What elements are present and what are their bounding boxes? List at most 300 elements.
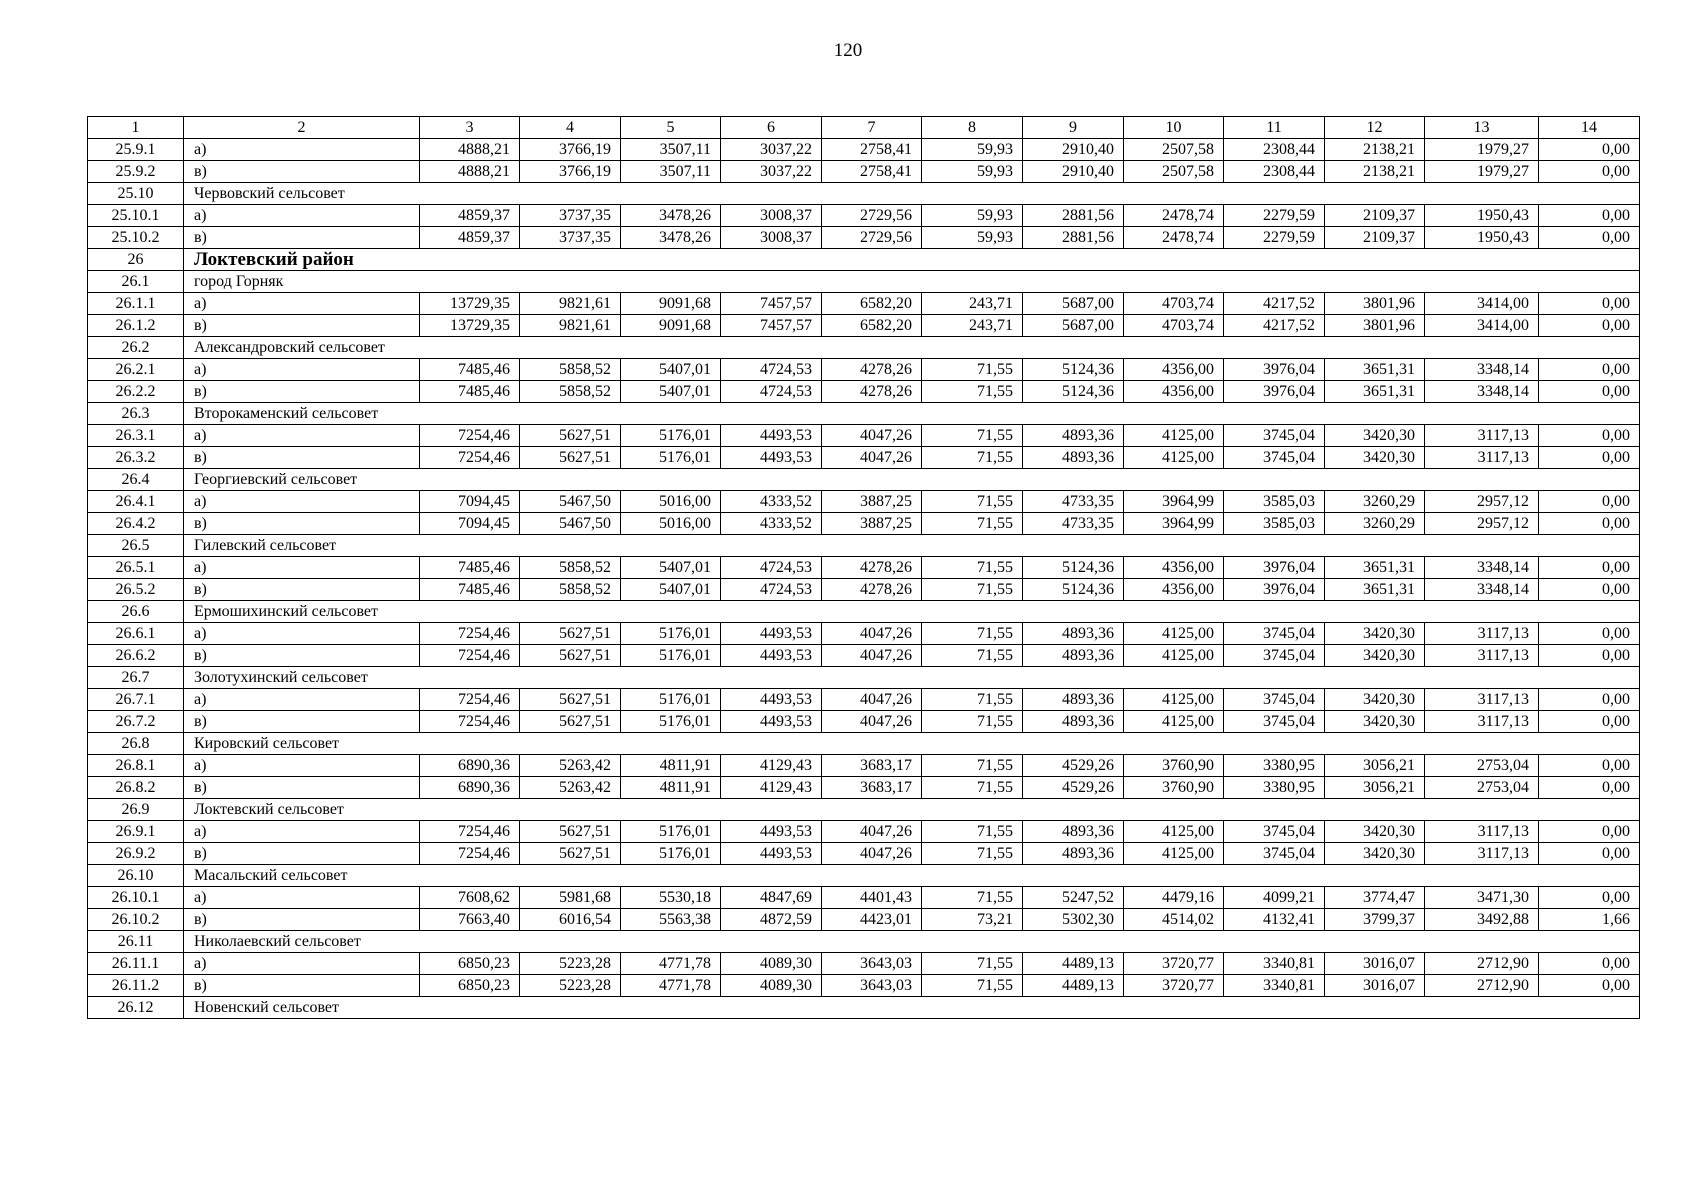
value-cell: 2279,59	[1224, 227, 1325, 249]
value-cell: 3737,35	[520, 205, 621, 227]
column-header: 1	[88, 117, 184, 139]
value-cell: 2308,44	[1224, 139, 1325, 161]
value-cell: 4514,02	[1124, 909, 1224, 931]
value-cell: 4356,00	[1124, 579, 1224, 601]
row-number: 25.10.2	[88, 227, 184, 249]
value-cell: 4278,26	[822, 381, 922, 403]
value-cell: 3720,77	[1124, 953, 1224, 975]
table-row	[88, 975, 1640, 997]
value-cell: 6850,23	[420, 953, 520, 975]
value-cell: 3016,07	[1325, 975, 1425, 997]
value-cell: 0,00	[1539, 205, 1640, 227]
value-cell: 2758,41	[822, 161, 922, 183]
table-row	[88, 689, 1640, 711]
value-cell: 7485,46	[420, 359, 520, 381]
value-cell: 4724,53	[721, 359, 822, 381]
value-cell: 7254,46	[420, 645, 520, 667]
value-cell: 6890,36	[420, 777, 520, 799]
row-label: в)	[184, 227, 420, 249]
row-number: 26.7.2	[88, 711, 184, 733]
value-cell: 3745,04	[1224, 425, 1325, 447]
row-number: 26.6.1	[88, 623, 184, 645]
row-label: а)	[184, 139, 420, 161]
value-cell: 3651,31	[1325, 557, 1425, 579]
value-cell: 5407,01	[621, 557, 721, 579]
value-cell: 3651,31	[1325, 381, 1425, 403]
page-number: 120	[833, 40, 863, 61]
value-cell: 4493,53	[721, 843, 822, 865]
section-header-row	[88, 535, 1640, 557]
value-cell: 4893,36	[1023, 425, 1124, 447]
value-cell: 3478,26	[621, 205, 721, 227]
value-cell: 4089,30	[721, 975, 822, 997]
value-cell: 3117,13	[1425, 689, 1539, 711]
column-header: 8	[922, 117, 1023, 139]
value-cell: 4893,36	[1023, 711, 1124, 733]
value-cell: 3478,26	[621, 227, 721, 249]
value-cell: 3420,30	[1325, 623, 1425, 645]
value-cell: 5302,30	[1023, 909, 1124, 931]
value-cell: 4401,43	[822, 887, 922, 909]
value-cell: 0,00	[1539, 425, 1640, 447]
section-title: Новенский сельсовет	[184, 997, 1640, 1019]
value-cell: 4847,69	[721, 887, 822, 909]
value-cell: 71,55	[922, 623, 1023, 645]
value-cell: 3774,47	[1325, 887, 1425, 909]
value-cell: 5016,00	[621, 513, 721, 535]
row-number: 26.7	[88, 667, 184, 689]
section-header-row	[88, 931, 1640, 953]
value-cell: 5858,52	[520, 359, 621, 381]
value-cell: 7254,46	[420, 447, 520, 469]
value-cell: 2712,90	[1425, 975, 1539, 997]
column-header: 3	[420, 117, 520, 139]
value-cell: 0,00	[1539, 161, 1640, 183]
table-row	[88, 777, 1640, 799]
value-cell: 0,00	[1539, 359, 1640, 381]
row-label: в)	[184, 161, 420, 183]
table-row	[88, 843, 1640, 865]
value-cell: 4489,13	[1023, 975, 1124, 997]
value-cell: 13729,35	[420, 293, 520, 315]
value-cell: 5407,01	[621, 579, 721, 601]
value-cell: 3056,21	[1325, 777, 1425, 799]
row-label: а)	[184, 359, 420, 381]
column-header: 11	[1224, 117, 1325, 139]
column-header: 2	[184, 117, 420, 139]
row-number: 25.9.2	[88, 161, 184, 183]
value-cell: 3348,14	[1425, 557, 1539, 579]
value-cell: 59,93	[922, 227, 1023, 249]
value-cell: 5263,42	[520, 777, 621, 799]
value-cell: 71,55	[922, 557, 1023, 579]
row-number: 26.1	[88, 271, 184, 293]
row-label: а)	[184, 821, 420, 843]
value-cell: 0,00	[1539, 953, 1640, 975]
value-cell: 3643,03	[822, 953, 922, 975]
row-label: в)	[184, 777, 420, 799]
value-cell: 3745,04	[1224, 821, 1325, 843]
value-cell: 6582,20	[822, 315, 922, 337]
section-title: Александровский сельсовет	[184, 337, 1640, 359]
value-cell: 3585,03	[1224, 513, 1325, 535]
value-cell: 7485,46	[420, 381, 520, 403]
value-cell: 2729,56	[822, 205, 922, 227]
value-cell: 4047,26	[822, 711, 922, 733]
value-cell: 3008,37	[721, 205, 822, 227]
value-cell: 2109,37	[1325, 227, 1425, 249]
value-cell: 3801,96	[1325, 293, 1425, 315]
value-cell: 4724,53	[721, 381, 822, 403]
row-label: в)	[184, 447, 420, 469]
value-cell: 4529,26	[1023, 777, 1124, 799]
row-number: 26.6	[88, 601, 184, 623]
value-cell: 7254,46	[420, 843, 520, 865]
row-number: 26.3.2	[88, 447, 184, 469]
row-label: в)	[184, 579, 420, 601]
value-cell: 3260,29	[1325, 513, 1425, 535]
value-cell: 5858,52	[520, 381, 621, 403]
row-number: 26.3	[88, 403, 184, 425]
table-row	[88, 359, 1640, 381]
value-cell: 6582,20	[822, 293, 922, 315]
value-cell: 7457,57	[721, 315, 822, 337]
row-number: 26.9.2	[88, 843, 184, 865]
value-cell: 3737,35	[520, 227, 621, 249]
value-cell: 5627,51	[520, 425, 621, 447]
value-cell: 4872,59	[721, 909, 822, 931]
value-cell: 1950,43	[1425, 227, 1539, 249]
value-cell: 4356,00	[1124, 359, 1224, 381]
value-cell: 5627,51	[520, 447, 621, 469]
value-cell: 5247,52	[1023, 887, 1124, 909]
value-cell: 4893,36	[1023, 689, 1124, 711]
section-header-row	[88, 733, 1640, 755]
value-cell: 3760,90	[1124, 755, 1224, 777]
value-cell: 3117,13	[1425, 447, 1539, 469]
value-cell: 0,00	[1539, 689, 1640, 711]
value-cell: 4047,26	[822, 645, 922, 667]
value-cell: 4493,53	[721, 425, 822, 447]
row-number: 26.2	[88, 337, 184, 359]
value-cell: 0,00	[1539, 557, 1640, 579]
table-row	[88, 953, 1640, 975]
value-cell: 71,55	[922, 513, 1023, 535]
value-cell: 5627,51	[520, 821, 621, 843]
value-cell: 7094,45	[420, 491, 520, 513]
value-cell: 3585,03	[1224, 491, 1325, 513]
value-cell: 71,55	[922, 821, 1023, 843]
table-row	[88, 711, 1640, 733]
value-cell: 0,00	[1539, 755, 1640, 777]
value-cell: 71,55	[922, 843, 1023, 865]
section-title: Георгиевский сельсовет	[184, 469, 1640, 491]
row-number: 26.8.2	[88, 777, 184, 799]
value-cell: 71,55	[922, 689, 1023, 711]
value-cell: 4893,36	[1023, 821, 1124, 843]
row-number: 26.5	[88, 535, 184, 557]
value-cell: 71,55	[922, 953, 1023, 975]
section-title: Локтевский сельсовет	[184, 799, 1640, 821]
value-cell: 3117,13	[1425, 623, 1539, 645]
value-cell: 5627,51	[520, 645, 621, 667]
value-cell: 3348,14	[1425, 359, 1539, 381]
value-cell: 2478,74	[1124, 205, 1224, 227]
value-cell: 4125,00	[1124, 821, 1224, 843]
value-cell: 4859,37	[420, 227, 520, 249]
value-cell: 5176,01	[621, 447, 721, 469]
section-header-row	[88, 865, 1640, 887]
value-cell: 5858,52	[520, 557, 621, 579]
section-header-row	[88, 601, 1640, 623]
value-cell: 0,00	[1539, 139, 1640, 161]
value-cell: 3720,77	[1124, 975, 1224, 997]
row-number: 26.8	[88, 733, 184, 755]
value-cell: 6890,36	[420, 755, 520, 777]
value-cell: 4724,53	[721, 557, 822, 579]
value-cell: 5176,01	[621, 623, 721, 645]
value-cell: 4132,41	[1224, 909, 1325, 931]
table-row	[88, 909, 1640, 931]
value-cell: 4493,53	[721, 711, 822, 733]
value-cell: 4703,74	[1124, 315, 1224, 337]
value-cell: 3799,37	[1325, 909, 1425, 931]
value-cell: 9091,68	[621, 293, 721, 315]
value-cell: 4047,26	[822, 821, 922, 843]
section-title: Масальский сельсовет	[184, 865, 1640, 887]
value-cell: 7094,45	[420, 513, 520, 535]
value-cell: 3643,03	[822, 975, 922, 997]
row-label: в)	[184, 975, 420, 997]
value-cell: 0,00	[1539, 777, 1640, 799]
value-cell: 59,93	[922, 139, 1023, 161]
value-cell: 3964,99	[1124, 513, 1224, 535]
value-cell: 4333,52	[721, 491, 822, 513]
table-row	[88, 227, 1640, 249]
value-cell: 3745,04	[1224, 689, 1325, 711]
value-cell: 3683,17	[822, 777, 922, 799]
value-cell: 0,00	[1539, 623, 1640, 645]
value-cell: 3117,13	[1425, 645, 1539, 667]
value-cell: 9091,68	[621, 315, 721, 337]
section-header-row	[88, 271, 1640, 293]
table-row	[88, 623, 1640, 645]
row-number: 26.5.2	[88, 579, 184, 601]
value-cell: 4529,26	[1023, 755, 1124, 777]
value-cell: 4703,74	[1124, 293, 1224, 315]
row-label: а)	[184, 491, 420, 513]
row-number: 26.4	[88, 469, 184, 491]
value-cell: 3420,30	[1325, 843, 1425, 865]
value-cell: 3683,17	[822, 755, 922, 777]
row-number: 26.10	[88, 865, 184, 887]
column-header: 6	[721, 117, 822, 139]
section-title: Червовский сельсовет	[184, 183, 1640, 205]
value-cell: 4217,52	[1224, 293, 1325, 315]
value-cell: 5467,50	[520, 491, 621, 513]
value-cell: 71,55	[922, 777, 1023, 799]
value-cell: 3420,30	[1325, 821, 1425, 843]
column-header: 4	[520, 117, 621, 139]
row-label: в)	[184, 909, 420, 931]
value-cell: 7608,62	[420, 887, 520, 909]
value-cell: 2279,59	[1224, 205, 1325, 227]
row-number: 25.10	[88, 183, 184, 205]
value-cell: 0,00	[1539, 381, 1640, 403]
value-cell: 4356,00	[1124, 381, 1224, 403]
column-header: 12	[1325, 117, 1425, 139]
value-cell: 7485,46	[420, 557, 520, 579]
value-cell: 71,55	[922, 975, 1023, 997]
value-cell: 3976,04	[1224, 579, 1325, 601]
value-cell: 71,55	[922, 755, 1023, 777]
value-cell: 5467,50	[520, 513, 621, 535]
value-cell: 4493,53	[721, 447, 822, 469]
value-cell: 0,00	[1539, 843, 1640, 865]
value-cell: 4129,43	[721, 777, 822, 799]
table-row	[88, 645, 1640, 667]
value-cell: 2957,12	[1425, 491, 1539, 513]
value-cell: 5016,00	[621, 491, 721, 513]
row-number: 26.4.1	[88, 491, 184, 513]
value-cell: 4047,26	[822, 425, 922, 447]
row-number: 26.1.1	[88, 293, 184, 315]
value-cell: 3420,30	[1325, 711, 1425, 733]
table-row	[88, 161, 1640, 183]
value-cell: 4125,00	[1124, 689, 1224, 711]
row-label: а)	[184, 755, 420, 777]
row-number: 26.1.2	[88, 315, 184, 337]
value-cell: 7457,57	[721, 293, 822, 315]
row-number: 26.12	[88, 997, 184, 1019]
value-cell: 4047,26	[822, 623, 922, 645]
column-header: 5	[621, 117, 721, 139]
value-cell: 9821,61	[520, 293, 621, 315]
value-cell: 3801,96	[1325, 315, 1425, 337]
value-cell: 2753,04	[1425, 755, 1539, 777]
value-cell: 3471,30	[1425, 887, 1539, 909]
section-title: город Горняк	[184, 271, 1640, 293]
value-cell: 5687,00	[1023, 293, 1124, 315]
value-cell: 5627,51	[520, 843, 621, 865]
value-cell: 7485,46	[420, 579, 520, 601]
table-row	[88, 755, 1640, 777]
value-cell: 4125,00	[1124, 447, 1224, 469]
value-cell: 5124,36	[1023, 557, 1124, 579]
value-cell: 4771,78	[621, 975, 721, 997]
value-cell: 5124,36	[1023, 579, 1124, 601]
value-cell: 2308,44	[1224, 161, 1325, 183]
value-cell: 4047,26	[822, 689, 922, 711]
value-cell: 2758,41	[822, 139, 922, 161]
value-cell: 2109,37	[1325, 205, 1425, 227]
value-cell: 4099,21	[1224, 887, 1325, 909]
value-cell: 0,00	[1539, 513, 1640, 535]
value-cell: 71,55	[922, 425, 1023, 447]
value-cell: 4356,00	[1124, 557, 1224, 579]
value-cell: 1979,27	[1425, 139, 1539, 161]
row-number: 26.6.2	[88, 645, 184, 667]
row-label: в)	[184, 711, 420, 733]
value-cell: 7254,46	[420, 425, 520, 447]
value-cell: 0,00	[1539, 711, 1640, 733]
column-header: 9	[1023, 117, 1124, 139]
row-number: 26.11	[88, 931, 184, 953]
value-cell: 3745,04	[1224, 711, 1325, 733]
row-label: а)	[184, 887, 420, 909]
value-cell: 3420,30	[1325, 447, 1425, 469]
section-title: Николаевский сельсовет	[184, 931, 1640, 953]
value-cell: 3117,13	[1425, 821, 1539, 843]
section-header-row	[88, 403, 1640, 425]
row-number: 26.2.1	[88, 359, 184, 381]
table-row	[88, 557, 1640, 579]
row-number: 26.5.1	[88, 557, 184, 579]
value-cell: 4278,26	[822, 359, 922, 381]
table-row	[88, 513, 1640, 535]
table-row	[88, 821, 1640, 843]
value-cell: 59,93	[922, 161, 1023, 183]
value-cell: 3745,04	[1224, 623, 1325, 645]
value-cell: 2138,21	[1325, 161, 1425, 183]
value-cell: 4479,16	[1124, 887, 1224, 909]
value-cell: 0,00	[1539, 227, 1640, 249]
value-cell: 4129,43	[721, 755, 822, 777]
value-cell: 71,55	[922, 645, 1023, 667]
value-cell: 2729,56	[822, 227, 922, 249]
row-number: 25.10.1	[88, 205, 184, 227]
value-cell: 1950,43	[1425, 205, 1539, 227]
value-cell: 3745,04	[1224, 645, 1325, 667]
value-cell: 5176,01	[621, 425, 721, 447]
section-title: Гилевский сельсовет	[184, 535, 1640, 557]
row-number: 26.11.2	[88, 975, 184, 997]
row-number: 26.4.2	[88, 513, 184, 535]
value-cell: 4125,00	[1124, 645, 1224, 667]
value-cell: 73,21	[922, 909, 1023, 931]
value-cell: 3348,14	[1425, 579, 1539, 601]
value-cell: 3976,04	[1224, 381, 1325, 403]
value-cell: 0,00	[1539, 975, 1640, 997]
value-cell: 3976,04	[1224, 557, 1325, 579]
value-cell: 71,55	[922, 447, 1023, 469]
value-cell: 4493,53	[721, 689, 822, 711]
district-header-row	[88, 249, 1640, 271]
value-cell: 2957,12	[1425, 513, 1539, 535]
value-cell: 3766,19	[520, 139, 621, 161]
row-number: 26.9	[88, 799, 184, 821]
value-cell: 4423,01	[822, 909, 922, 931]
value-cell: 5176,01	[621, 689, 721, 711]
table-row	[88, 381, 1640, 403]
value-cell: 7663,40	[420, 909, 520, 931]
value-cell: 2507,58	[1124, 139, 1224, 161]
value-cell: 5858,52	[520, 579, 621, 601]
section-title: Кировский сельсовет	[184, 733, 1640, 755]
value-cell: 2753,04	[1425, 777, 1539, 799]
row-number: 26.7.1	[88, 689, 184, 711]
value-cell: 59,93	[922, 205, 1023, 227]
value-cell: 2507,58	[1124, 161, 1224, 183]
row-number: 26.3.1	[88, 425, 184, 447]
value-cell: 3380,95	[1224, 777, 1325, 799]
value-cell: 7254,46	[420, 711, 520, 733]
value-cell: 3117,13	[1425, 711, 1539, 733]
row-label: в)	[184, 381, 420, 403]
value-cell: 3117,13	[1425, 425, 1539, 447]
table-row	[88, 491, 1640, 513]
row-number: 26.11.1	[88, 953, 184, 975]
